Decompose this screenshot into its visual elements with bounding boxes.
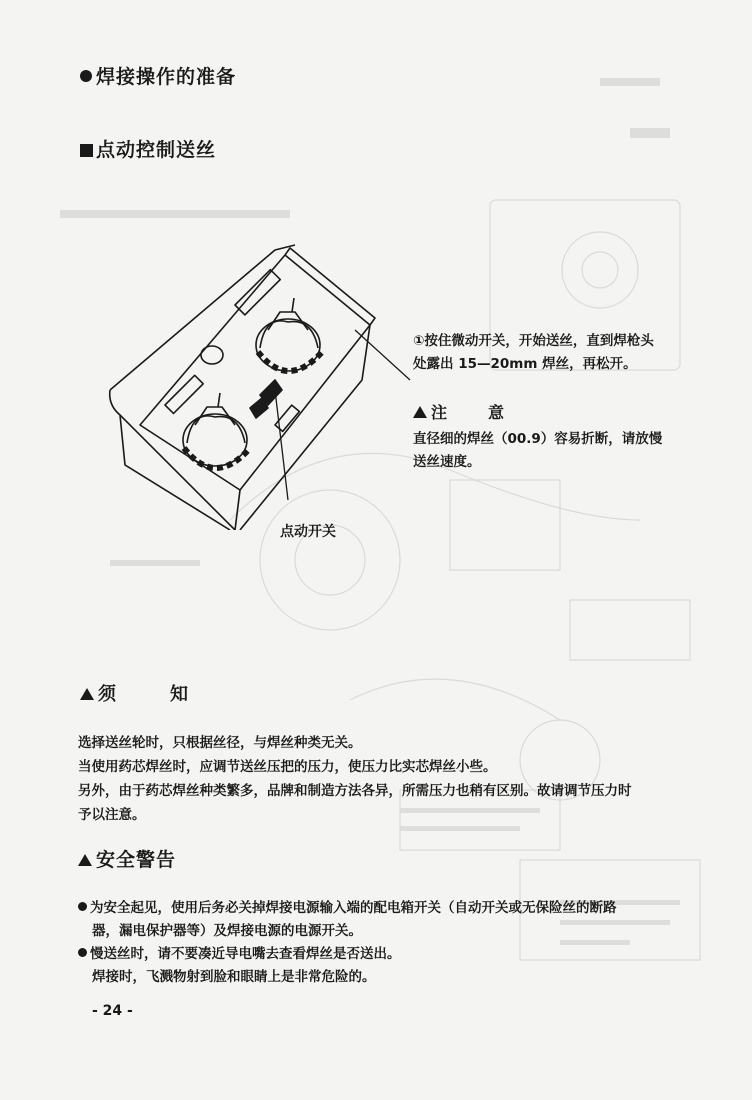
safety-item: 为安全起见，使用后务必关掉焊接电源输入端的配电箱开关（自动开关或无保险丝的断路: [78, 897, 718, 920]
notice-line: 选择送丝轮时，只根据丝径，与焊丝种类无关。: [78, 735, 362, 751]
note-line: 直径细的焊丝（00.9）容易折断，请放慢: [413, 431, 663, 447]
heading-sub: 点动控制送丝: [80, 135, 216, 162]
notice-line: 当使用药芯焊丝时，应调节送丝压把的压力，使压力比实芯焊丝小些。: [78, 759, 497, 775]
bullet-icon: [78, 948, 87, 957]
warning-triangle-icon: [413, 406, 427, 418]
inching-switch-label: 点动开关: [280, 524, 336, 540]
step-1-line: ①按住微动开关，开始送丝，直到焊枪头: [413, 333, 654, 349]
safety-warning-heading: 安全警告: [78, 845, 176, 872]
safety-warning-body: [78, 897, 718, 989]
step-1-line: 处露出 15—20mm 焊丝，再松开。: [413, 356, 637, 372]
safety-item-continued: 焊接时，飞溅物射到脸和眼睛上是非常危险的。: [92, 969, 376, 985]
note-heading: 注 意: [413, 400, 505, 423]
warning-triangle-icon: [80, 688, 94, 700]
wire-feeder-illustration: [100, 230, 420, 530]
page-number: - 24 -: [92, 1003, 133, 1019]
warning-triangle-icon: [78, 854, 92, 866]
square-bullet-icon: [80, 144, 93, 157]
heading-main: 焊接操作的准备: [80, 62, 236, 89]
note-line: 送丝速度。: [413, 454, 481, 470]
safety-item: 慢送丝时，请不要凑近导电嘴去查看焊丝是否送出。: [78, 943, 718, 966]
bullet-icon: [80, 70, 92, 82]
notice-body: [78, 731, 718, 827]
notice-line: 予以注意。: [78, 807, 146, 823]
safety-item-continued: 器，漏电保护器等）及焊接电源的电源开关。: [92, 923, 362, 939]
step-1-text: [413, 330, 713, 376]
notice-line: 另外，由于药芯焊丝种类繁多，品牌和制造方法各异，所需压力也稍有区别。故请调节压力时: [78, 783, 632, 799]
bullet-icon: [78, 902, 87, 911]
notice-heading: 须 知: [80, 680, 190, 706]
note-text: [413, 428, 703, 474]
